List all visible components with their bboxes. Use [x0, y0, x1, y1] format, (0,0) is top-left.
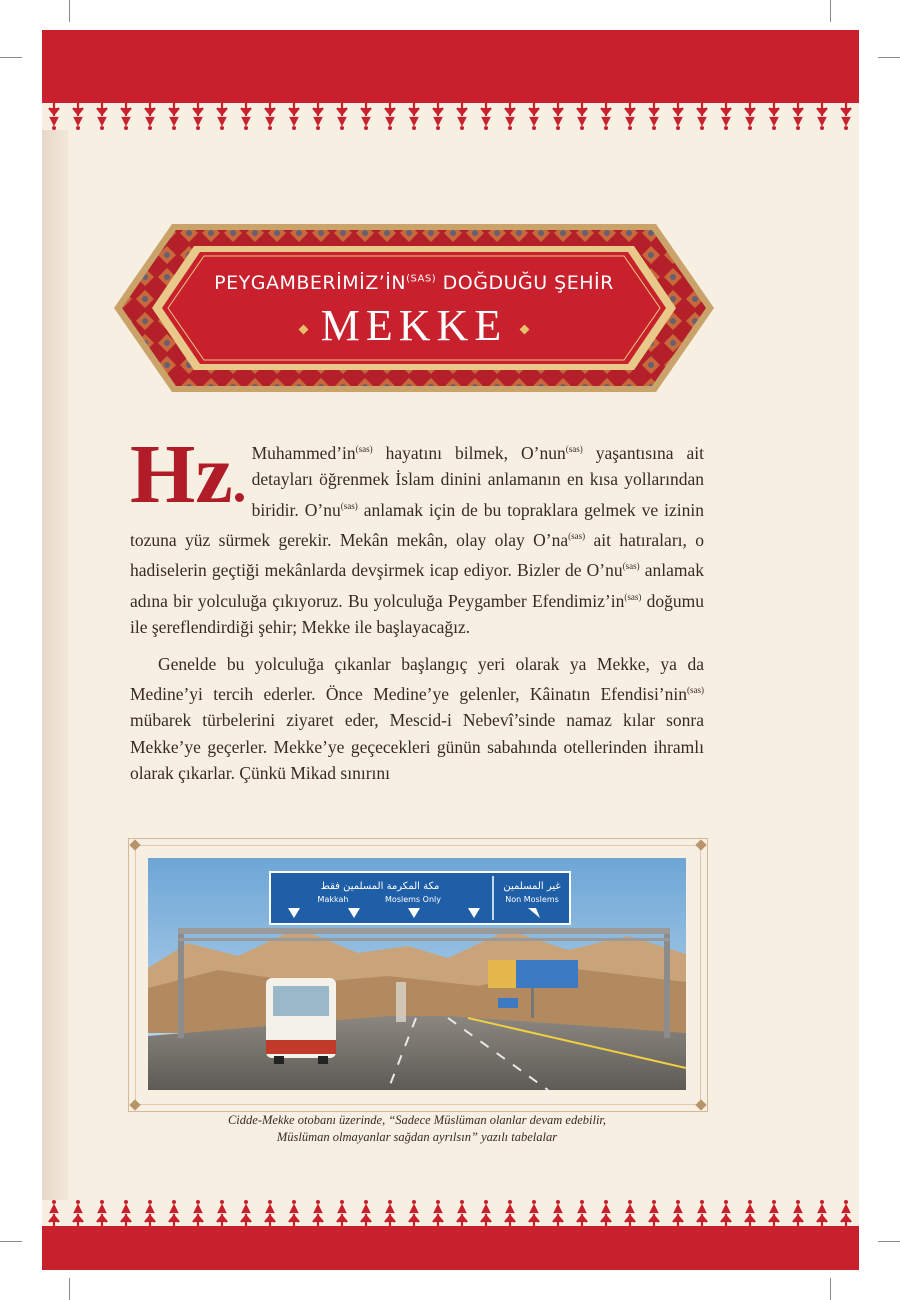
- crop-mark: [878, 57, 900, 58]
- crop-mark: [830, 1278, 831, 1300]
- sas-superscript: (sas): [568, 531, 586, 542]
- crop-mark: [69, 0, 70, 22]
- kicker-main: PEYGAMBERİMİZ’İN: [214, 272, 407, 294]
- right-diamond-icon: [520, 325, 530, 335]
- paragraph-2: [130, 651, 704, 787]
- kicker-end: DOĞDUĞU ŞEHİR: [436, 272, 614, 294]
- page-title: MEKKE: [320, 301, 508, 350]
- paragraph-1: [130, 428, 704, 641]
- sign-right-arabic: غير المسلمين: [503, 881, 561, 892]
- banner-kicker: [112, 272, 716, 294]
- sign-left-label-1: Makkah: [317, 895, 349, 904]
- title-banner: [112, 222, 716, 394]
- sign-left-label-2: Moslems Only: [385, 895, 441, 904]
- kicker-sup: (SAS): [406, 273, 437, 285]
- top-decorative-band: [42, 30, 859, 103]
- text-run: Muhammed’in: [251, 442, 356, 463]
- top-fringe-ornament: [42, 102, 859, 132]
- text-run: ait hatıraları, o hadiselerin geçtiği mekânlarda devşirmek icap ediyor. Bizler de O’nu: [130, 529, 704, 581]
- drop-cap-letters: Hz: [130, 428, 233, 521]
- highway-sign-photo: [148, 858, 686, 1090]
- sign-left-arabic: مكة المكرمة المسلمين فقط: [320, 881, 440, 892]
- crop-mark: [0, 1241, 22, 1242]
- sas-superscript: (sas): [622, 561, 640, 572]
- text-run: anlamak için de bu topraklara gelmek ve izinin tozuna yüz sürmek gerekir. Mekân mekân, olay olay O’na: [130, 499, 704, 550]
- sas-superscript: (sas): [355, 444, 373, 454]
- banner-title-row: [112, 300, 716, 351]
- text-run: Genelde bu yolculuğa çıkanlar başlangıç yeri olarak ya Mekke, ya da Medine’yi tercih ederler. Önce Medine’ye gelenler, Kâinatın Efendisi’nin: [130, 653, 704, 704]
- text-run: hayatını bilmek, O’nun: [372, 442, 566, 463]
- text-run: anlamak adına bir yolculuğa çıkıyoruz. Bu yolculuğa Peygamber Efendimiz’in: [130, 560, 704, 611]
- photo-caption: [130, 1112, 704, 1146]
- crop-mark: [0, 57, 22, 58]
- left-diamond-icon: [298, 325, 308, 335]
- text-run: mübarek türbelerini ziyaret eder, Mescid-i Nebevî’sinde namaz kılar sonra Mekke’ye geçerler. Mekke’ye geçecekleri günün sabahında otellerinden ihramlı olarak çıkarlar. Çünkü Mikad sınırını: [130, 710, 704, 784]
- article-body: [130, 428, 704, 797]
- page-spine-shade: [42, 130, 68, 1200]
- drop-cap-dot-icon: [235, 493, 244, 502]
- crop-mark: [830, 0, 831, 22]
- drop-cap: [130, 428, 244, 521]
- text-run: doğumu ile şereflendirdiği şehir; Mekke ile başlayacağız.: [130, 590, 704, 638]
- sign-right-label-1: Non Moslems: [505, 895, 559, 904]
- caption-line-1: Cidde-Mekke otobanı üzerinde, “Sadece Müslüman olanlar devam edebilir,: [227, 1113, 607, 1127]
- paragraph-2-text: [130, 654, 704, 784]
- bottom-fringe-ornament: [42, 1198, 859, 1228]
- sas-superscript: (sas): [687, 685, 704, 696]
- crop-mark: [69, 1278, 70, 1300]
- sas-superscript: (sas): [624, 591, 642, 602]
- bottom-decorative-band: [42, 1226, 859, 1270]
- crop-mark: [878, 1241, 900, 1242]
- caption-line-2: Müslüman olmayanlar sağdan ayrılsın” yazılı tabelalar: [276, 1130, 558, 1144]
- sas-superscript: (sas): [340, 500, 358, 511]
- sas-superscript: (sas): [565, 444, 583, 454]
- text-run: yaşantısına ait detayları öğrenmek İslam dinini anlamanın en kısa yollarından biridir. O’nu: [251, 442, 704, 520]
